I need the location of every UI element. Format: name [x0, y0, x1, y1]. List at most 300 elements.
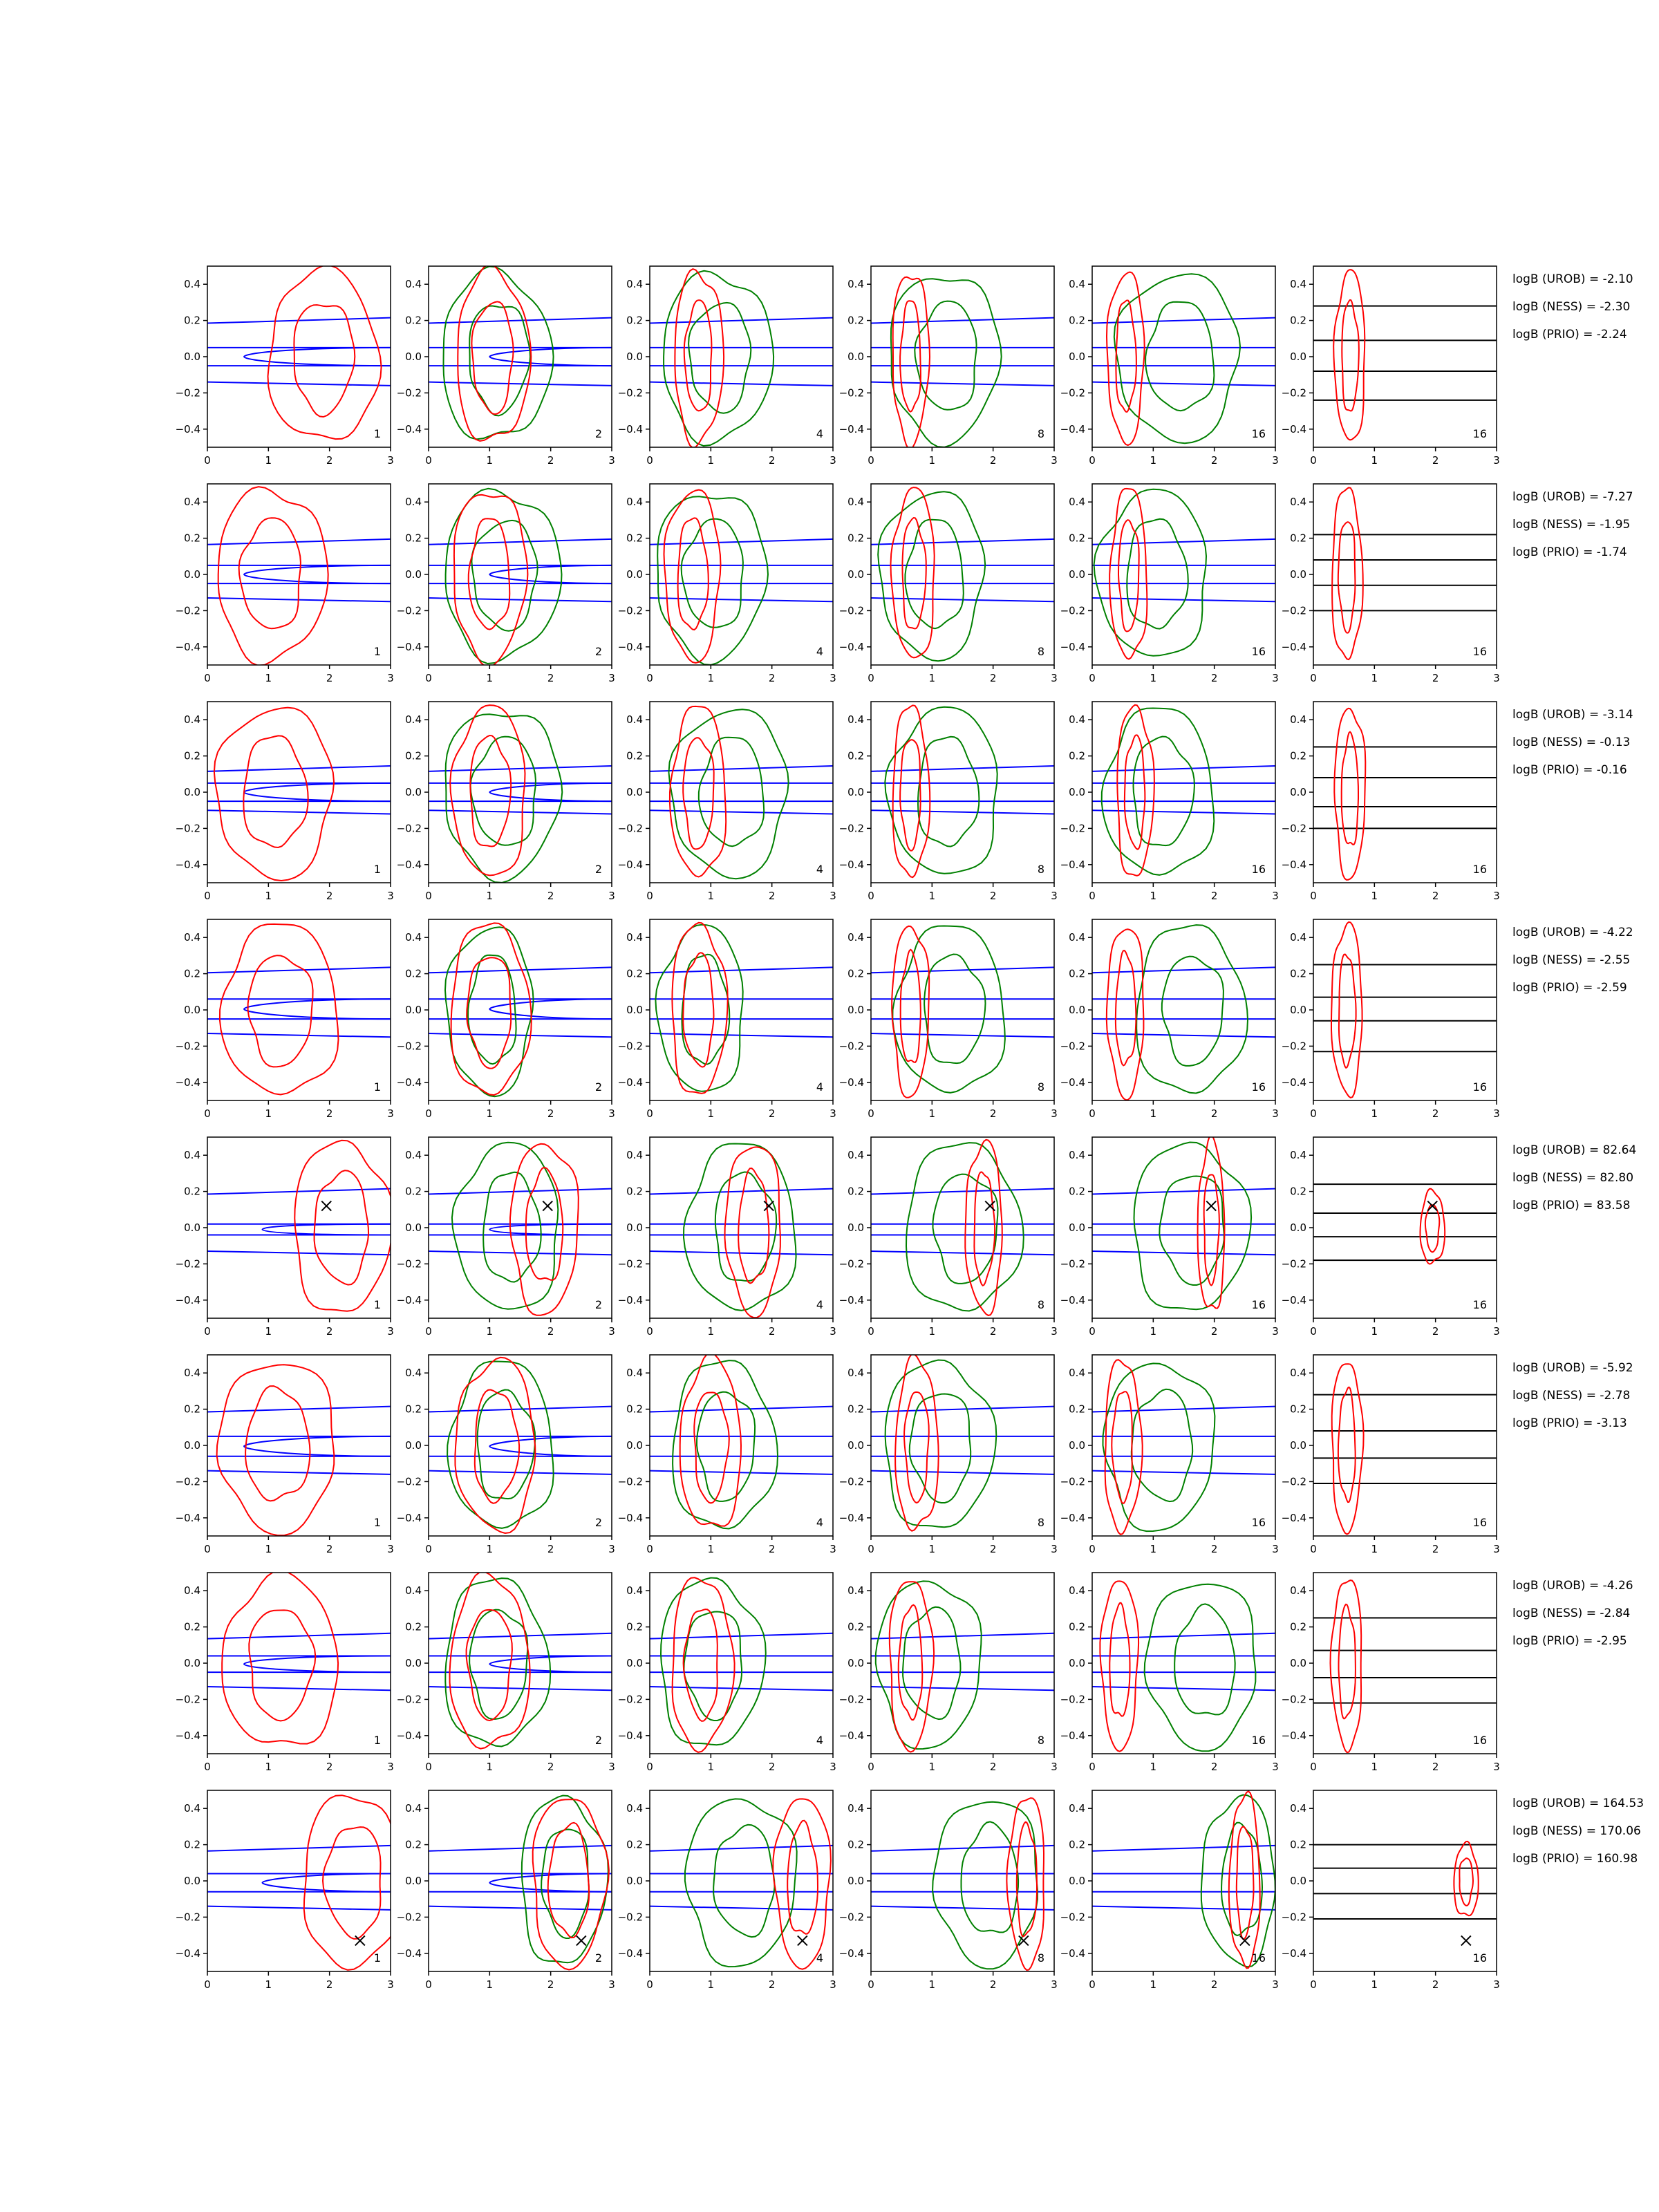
y-tick-label: 0.4: [626, 1367, 643, 1380]
red-contour-outer: [773, 1799, 831, 1969]
x-tick-label: 3: [387, 1761, 394, 1773]
y-tick-label: 0.4: [847, 1149, 864, 1162]
x-tick-label: 3: [608, 1978, 615, 1991]
green-contour-inner: [1162, 957, 1224, 1066]
panel-r1-c1: [176, 265, 394, 467]
red-contour-outer: [1107, 272, 1145, 445]
x-tick-label: 1: [486, 672, 494, 684]
y-tick-label: 0.0: [184, 350, 200, 363]
green-contour-outer: [885, 707, 997, 874]
x-tick-label: 3: [387, 454, 394, 467]
panel-number-label: 8: [1037, 1734, 1044, 1747]
x-tick-label: 1: [486, 1107, 494, 1120]
panel-r2-c5: [1060, 484, 1279, 684]
blue-level-line: [1092, 1251, 1275, 1255]
y-tick-label: −0.4: [617, 1511, 643, 1524]
logb-annotation: logB (NESS) = -2.30: [1512, 300, 1631, 314]
blue-tongue-contour: [489, 1874, 612, 1892]
y-tick-label: 0.0: [847, 1004, 864, 1016]
y-tick-label: 0.0: [1069, 568, 1085, 581]
x-marker: [577, 1936, 586, 1945]
x-tick-label: 0: [1310, 1543, 1317, 1555]
y-tick-label: 0.0: [184, 1875, 200, 1887]
plot-area: [1313, 487, 1497, 659]
y-tick-label: −0.2: [838, 604, 864, 617]
red-contour-inner: [294, 305, 355, 417]
plot-area: [429, 923, 612, 1096]
x-tick-label: 1: [265, 890, 272, 902]
red-contour-outer: [1331, 922, 1362, 1098]
y-tick-label: −0.2: [1060, 386, 1085, 400]
y-tick-label: 0.2: [626, 532, 643, 545]
x-tick-label: 1: [707, 1978, 715, 1991]
red-contour-inner: [1116, 950, 1136, 1065]
y-tick-label: −0.2: [396, 1257, 422, 1271]
panel-number-label: 8: [1037, 863, 1044, 876]
x-tick-label: 2: [1432, 1978, 1439, 1991]
y-tick-label: 0.4: [1290, 931, 1306, 944]
y-tick-label: −0.4: [1281, 858, 1306, 871]
x-tick-label: 2: [989, 672, 997, 684]
y-tick-label: 0.2: [184, 1403, 200, 1416]
panel-r1-c5: [1060, 266, 1279, 467]
y-tick-label: −0.4: [617, 1947, 643, 1960]
panel-number-label: 1: [373, 645, 381, 658]
x-tick-label: 0: [1310, 672, 1317, 684]
x-tick-label: 3: [387, 890, 394, 902]
panel-number-label: 16: [1251, 1516, 1266, 1529]
y-tick-label: 0.4: [847, 1367, 864, 1380]
green-contour-inner: [697, 1392, 755, 1501]
y-tick-label: 0.2: [405, 749, 422, 762]
y-tick-label: 0.2: [626, 1620, 643, 1633]
plot-area: [207, 1365, 391, 1535]
x-tick-label: 3: [830, 890, 836, 902]
panel-r7-c2: [397, 1572, 615, 1773]
x-tick-label: 1: [1150, 890, 1157, 902]
y-tick-label: −0.4: [1060, 858, 1085, 871]
x-tick-label: 2: [547, 454, 554, 467]
y-tick-label: 0.0: [626, 350, 643, 363]
x-tick-label: 0: [425, 1978, 432, 1991]
blue-level-line: [429, 1251, 612, 1255]
x-tick-label: 0: [204, 672, 211, 684]
panel-number-label: 4: [816, 427, 823, 440]
green-contour-outer: [1145, 1584, 1256, 1752]
row-1: [176, 265, 1633, 467]
x-tick-label: 3: [387, 1325, 394, 1338]
y-tick-label: 0.0: [847, 568, 864, 581]
blue-level-line: [871, 967, 1054, 973]
x-tick-label: 0: [425, 672, 432, 684]
red-contour-outer: [510, 1144, 579, 1315]
y-tick-label: −0.2: [175, 1257, 200, 1271]
y-tick-label: −0.4: [838, 1076, 864, 1089]
x-tick-label: 3: [1051, 672, 1058, 684]
blue-level-line: [650, 810, 833, 814]
y-tick-label: −0.4: [838, 858, 864, 871]
y-tick-label: 0.2: [1069, 1838, 1085, 1851]
panel-r6-c2: [397, 1355, 615, 1555]
x-tick-label: 1: [1371, 672, 1378, 684]
panel-r8-c4: [839, 1790, 1058, 1991]
panel-r5-c6: [1282, 1137, 1500, 1338]
y-tick-label: 0.0: [1290, 568, 1306, 581]
x-tick-label: 1: [486, 454, 494, 467]
y-tick-label: 0.0: [626, 1439, 643, 1452]
logb-annotation: logB (UROB) = -4.22: [1512, 926, 1633, 939]
y-tick-label: 0.2: [847, 967, 864, 980]
y-tick-label: 0.2: [184, 1185, 200, 1198]
blue-level-line: [871, 1251, 1054, 1255]
y-tick-label: 0.4: [1069, 496, 1085, 509]
logb-annotation: logB (UROB) = 82.64: [1512, 1143, 1637, 1157]
y-tick-label: 0.2: [405, 1185, 422, 1198]
y-tick-label: 0.2: [626, 1838, 643, 1851]
green-contour-outer: [1102, 709, 1215, 875]
panel-number-label: 16: [1472, 1951, 1487, 1965]
y-tick-label: −0.2: [1060, 822, 1085, 835]
green-contour-outer: [685, 1799, 797, 1967]
panel-number-label: 16: [1251, 1951, 1266, 1965]
axes-frame: [1092, 702, 1275, 883]
blue-level-line: [429, 1633, 612, 1639]
blue-level-line: [429, 382, 612, 386]
y-tick-label: −0.4: [175, 1511, 200, 1524]
axes-frame: [1092, 1573, 1275, 1754]
x-tick-label: 3: [608, 1761, 615, 1773]
y-tick-label: 0.0: [847, 350, 864, 363]
x-marker: [1206, 1201, 1216, 1211]
axes-frame: [207, 919, 391, 1100]
red-contour-outer: [892, 926, 929, 1098]
red-contour-outer: [893, 705, 930, 877]
red-contour-inner: [1237, 1827, 1254, 1940]
x-tick-label: 1: [928, 454, 936, 467]
plot-area: [429, 1572, 612, 1749]
y-tick-label: 0.2: [405, 1620, 422, 1633]
blue-level-line: [1092, 1471, 1275, 1474]
panel-r3-c6: [1282, 702, 1500, 902]
x-tick-label: 0: [646, 1107, 653, 1120]
x-tick-label: 0: [646, 1325, 653, 1338]
x-tick-label: 1: [1150, 672, 1157, 684]
y-tick-label: −0.4: [617, 1729, 643, 1742]
red-contour-inner: [899, 1605, 923, 1720]
panel-number-label: 16: [1472, 1298, 1487, 1311]
y-tick-label: −0.4: [175, 422, 200, 435]
y-tick-label: 0.4: [184, 931, 200, 944]
y-tick-label: −0.4: [396, 1729, 422, 1742]
y-tick-label: 0.0: [184, 1004, 200, 1016]
plot-area: [1313, 270, 1497, 440]
panel-number-label: 16: [1251, 645, 1266, 658]
y-tick-label: −0.4: [1060, 1293, 1085, 1306]
x-tick-label: 3: [1272, 1325, 1279, 1338]
panel-number-label: 16: [1251, 863, 1266, 876]
red-contour-outer: [1100, 1581, 1138, 1751]
y-tick-label: 0.2: [1290, 967, 1306, 980]
y-tick-label: 0.2: [1069, 1185, 1085, 1198]
y-tick-label: −0.4: [396, 858, 422, 871]
x-tick-label: 3: [830, 1107, 836, 1120]
panel-r4-c4: [839, 919, 1058, 1120]
plot-area: [1092, 489, 1275, 659]
panel-r8-c6: [1282, 1790, 1500, 1991]
x-tick-label: 2: [547, 1978, 554, 1991]
y-tick-label: −0.4: [1060, 1729, 1085, 1742]
y-tick-label: 0.2: [1290, 532, 1306, 545]
x-tick-label: 2: [326, 1543, 333, 1555]
y-tick-label: 0.4: [847, 278, 864, 291]
x-marker: [321, 1201, 331, 1211]
y-tick-label: −0.2: [1281, 1257, 1306, 1271]
panel-number-label: 2: [594, 1951, 602, 1965]
y-tick-label: 0.0: [626, 568, 643, 581]
axes-frame: [207, 1137, 391, 1318]
y-tick-label: 0.4: [626, 1584, 643, 1597]
logb-annotation: logB (PRIO) = -2.59: [1512, 981, 1627, 995]
axes-frame: [1092, 1355, 1275, 1536]
x-tick-label: 1: [265, 1543, 272, 1555]
x-tick-label: 3: [1493, 890, 1500, 902]
y-tick-label: −0.2: [1281, 1475, 1306, 1488]
axes-frame: [1313, 1573, 1497, 1754]
x-tick-label: 2: [989, 1107, 997, 1120]
x-tick-label: 0: [868, 890, 874, 902]
y-tick-label: 0.0: [405, 350, 422, 363]
y-tick-label: −0.4: [838, 1511, 864, 1524]
blue-tongue-contour: [244, 999, 391, 1019]
plot-area: [650, 1799, 833, 1969]
y-tick-label: 0.0: [1290, 786, 1306, 798]
y-tick-label: 0.2: [626, 1403, 643, 1416]
green-contour-outer: [657, 496, 768, 665]
blue-level-line: [429, 598, 612, 601]
red-contour-outer: [268, 265, 382, 439]
x-tick-label: 3: [1493, 1761, 1500, 1773]
logb-annotation: logB (NESS) = -0.13: [1512, 735, 1631, 749]
blue-level-line: [429, 766, 612, 771]
green-contour-outer: [1136, 925, 1248, 1093]
y-tick-label: −0.4: [1060, 422, 1085, 435]
axes-frame: [207, 702, 391, 883]
x-tick-label: 2: [547, 1107, 554, 1120]
panel-number-label: 1: [373, 1951, 381, 1965]
y-tick-label: −0.4: [396, 1076, 422, 1089]
y-tick-label: 0.2: [405, 532, 422, 545]
y-tick-label: −0.2: [175, 1911, 200, 1924]
red-contour-inner: [467, 1610, 512, 1721]
blue-level-line: [871, 1906, 1054, 1910]
y-tick-label: −0.4: [396, 422, 422, 435]
y-tick-label: 0.2: [847, 314, 864, 327]
y-tick-label: 0.0: [405, 1221, 422, 1234]
panel-r4-c1: [176, 919, 394, 1120]
y-tick-label: −0.2: [617, 1040, 643, 1053]
y-tick-label: −0.2: [617, 1911, 643, 1924]
logb-annotation: logB (UROB) = -2.10: [1512, 272, 1633, 286]
x-tick-label: 0: [646, 454, 653, 467]
x-tick-label: 3: [1051, 454, 1058, 467]
y-tick-label: 0.4: [1290, 496, 1306, 509]
plot-area: [207, 1795, 410, 1970]
logb-annotation: logB (PRIO) = 160.98: [1512, 1852, 1638, 1866]
panel-number-label: 1: [373, 1080, 381, 1094]
row-5: [176, 1135, 1637, 1338]
y-tick-label: −0.2: [838, 386, 864, 400]
x-tick-label: 3: [608, 890, 615, 902]
panel-number-label: 8: [1037, 645, 1044, 658]
panel-r5-c1: [176, 1137, 394, 1338]
x-tick-label: 2: [326, 672, 333, 684]
red-contour-outer: [673, 1577, 735, 1752]
axes-frame: [1092, 1137, 1275, 1318]
x-tick-label: 0: [1089, 1107, 1096, 1120]
x-tick-label: 0: [868, 672, 874, 684]
y-tick-label: −0.4: [1281, 1511, 1306, 1524]
y-tick-label: −0.2: [838, 1475, 864, 1488]
blue-level-line: [871, 766, 1054, 771]
x-tick-label: 1: [928, 1978, 936, 1991]
x-tick-label: 2: [768, 1543, 776, 1555]
panel-number-label: 2: [594, 645, 602, 658]
y-tick-label: −0.2: [838, 822, 864, 835]
x-tick-label: 3: [1272, 1543, 1279, 1555]
x-tick-label: 3: [1272, 890, 1279, 902]
x-tick-label: 0: [1089, 1325, 1096, 1338]
y-tick-label: −0.2: [396, 1693, 422, 1706]
x-tick-label: 2: [1432, 890, 1439, 902]
y-tick-label: 0.2: [405, 967, 422, 980]
panel-r6-c3: [618, 1353, 836, 1555]
plot-area: [429, 1796, 612, 1970]
x-tick-label: 0: [1089, 672, 1096, 684]
red-contour-inner: [684, 300, 712, 411]
panel-r7-c3: [618, 1573, 836, 1773]
x-tick-label: 3: [1051, 1325, 1058, 1338]
plot-area: [871, 1798, 1054, 1970]
x-tick-label: 3: [1051, 1107, 1058, 1120]
y-tick-label: 0.0: [1069, 350, 1085, 363]
x-tick-label: 1: [1150, 1107, 1157, 1120]
x-tick-label: 2: [989, 1761, 997, 1773]
y-tick-label: −0.4: [838, 640, 864, 653]
y-tick-label: −0.2: [175, 1475, 200, 1488]
panel-r3-c2: [397, 702, 615, 902]
x-tick-label: 2: [326, 890, 333, 902]
x-tick-label: 3: [387, 1107, 394, 1120]
green-contour-inner: [1174, 1604, 1235, 1714]
y-tick-label: −0.4: [617, 1076, 643, 1089]
panel-r8-c5: [1060, 1790, 1279, 1991]
y-tick-label: 0.0: [847, 1221, 864, 1234]
red-contour-inner: [323, 1827, 381, 1939]
axes-frame: [1092, 266, 1275, 447]
blue-level-line: [207, 539, 391, 545]
plot-area: [207, 1571, 391, 1744]
y-tick-label: −0.4: [838, 1293, 864, 1306]
y-tick-label: 0.0: [184, 568, 200, 581]
y-tick-label: 0.4: [405, 278, 422, 291]
x-tick-label: 3: [1272, 1978, 1279, 1991]
x-tick-label: 3: [1051, 1543, 1058, 1555]
x-tick-label: 1: [707, 1543, 715, 1555]
y-tick-label: 0.4: [184, 1367, 200, 1380]
y-tick-label: −0.4: [617, 640, 643, 653]
y-tick-label: 0.0: [626, 1657, 643, 1669]
y-tick-label: −0.2: [175, 1040, 200, 1053]
y-tick-label: −0.4: [396, 1511, 422, 1524]
y-tick-label: −0.4: [1281, 640, 1306, 653]
y-tick-label: 0.0: [1069, 1221, 1085, 1234]
red-contour-inner: [1459, 1858, 1473, 1905]
plot-area: [871, 705, 1054, 877]
blue-level-line: [871, 1846, 1054, 1851]
green-contour-outer: [452, 1143, 558, 1309]
blue-level-line: [207, 1033, 391, 1037]
y-tick-label: 0.4: [184, 1584, 200, 1597]
red-contour-inner: [787, 1821, 818, 1934]
panel-number-label: 8: [1037, 1516, 1044, 1529]
plot-area: [1313, 709, 1497, 880]
panel-r3-c5: [1060, 702, 1279, 902]
red-contour-outer: [1117, 705, 1154, 876]
y-tick-label: −0.4: [838, 1947, 864, 1960]
y-tick-label: 0.0: [184, 1221, 200, 1234]
x-tick-label: 3: [1493, 1978, 1500, 1991]
y-tick-label: 0.2: [184, 967, 200, 980]
x-marker: [543, 1201, 552, 1211]
blue-level-line: [207, 1471, 391, 1474]
panel-r5-c3: [618, 1137, 836, 1338]
x-tick-label: 1: [928, 1761, 936, 1773]
panel-r7-c4: [839, 1573, 1058, 1773]
panel-r5-c2: [397, 1137, 615, 1338]
panel-r3-c3: [618, 702, 836, 902]
x-marker: [1461, 1936, 1471, 1945]
panel-number-label: 16: [1251, 1298, 1266, 1311]
y-tick-label: −0.4: [617, 1293, 643, 1306]
x-tick-label: 3: [608, 1543, 615, 1555]
y-tick-label: 0.0: [1290, 350, 1306, 363]
x-tick-label: 2: [547, 890, 554, 902]
red-contour-outer: [670, 706, 726, 877]
x-tick-label: 1: [1150, 454, 1157, 467]
blue-tongue-contour: [489, 999, 612, 1019]
plot-area: [429, 1358, 612, 1533]
x-tick-label: 0: [646, 890, 653, 902]
logb-annotation: logB (NESS) = 82.80: [1512, 1171, 1634, 1185]
y-tick-label: 0.4: [1069, 1367, 1085, 1380]
y-tick-label: −0.2: [838, 1911, 864, 1924]
x-tick-label: 1: [1371, 890, 1378, 902]
x-tick-label: 0: [425, 890, 432, 902]
green-contour-outer: [1114, 274, 1240, 443]
x-tick-label: 2: [547, 1761, 554, 1773]
x-tick-label: 1: [1371, 454, 1378, 467]
red-contour-outer: [1331, 1580, 1362, 1752]
blue-level-line: [1092, 1033, 1275, 1037]
y-tick-label: −0.2: [1281, 1040, 1306, 1053]
logb-annotation: logB (NESS) = -2.78: [1512, 1389, 1631, 1403]
y-tick-label: −0.2: [1060, 604, 1085, 617]
red-contour-outer: [214, 708, 334, 881]
panel-number-label: 4: [816, 1298, 823, 1311]
blue-level-line: [207, 1906, 391, 1910]
x-tick-label: 2: [989, 1543, 997, 1555]
panel-r6-c4: [839, 1354, 1058, 1555]
